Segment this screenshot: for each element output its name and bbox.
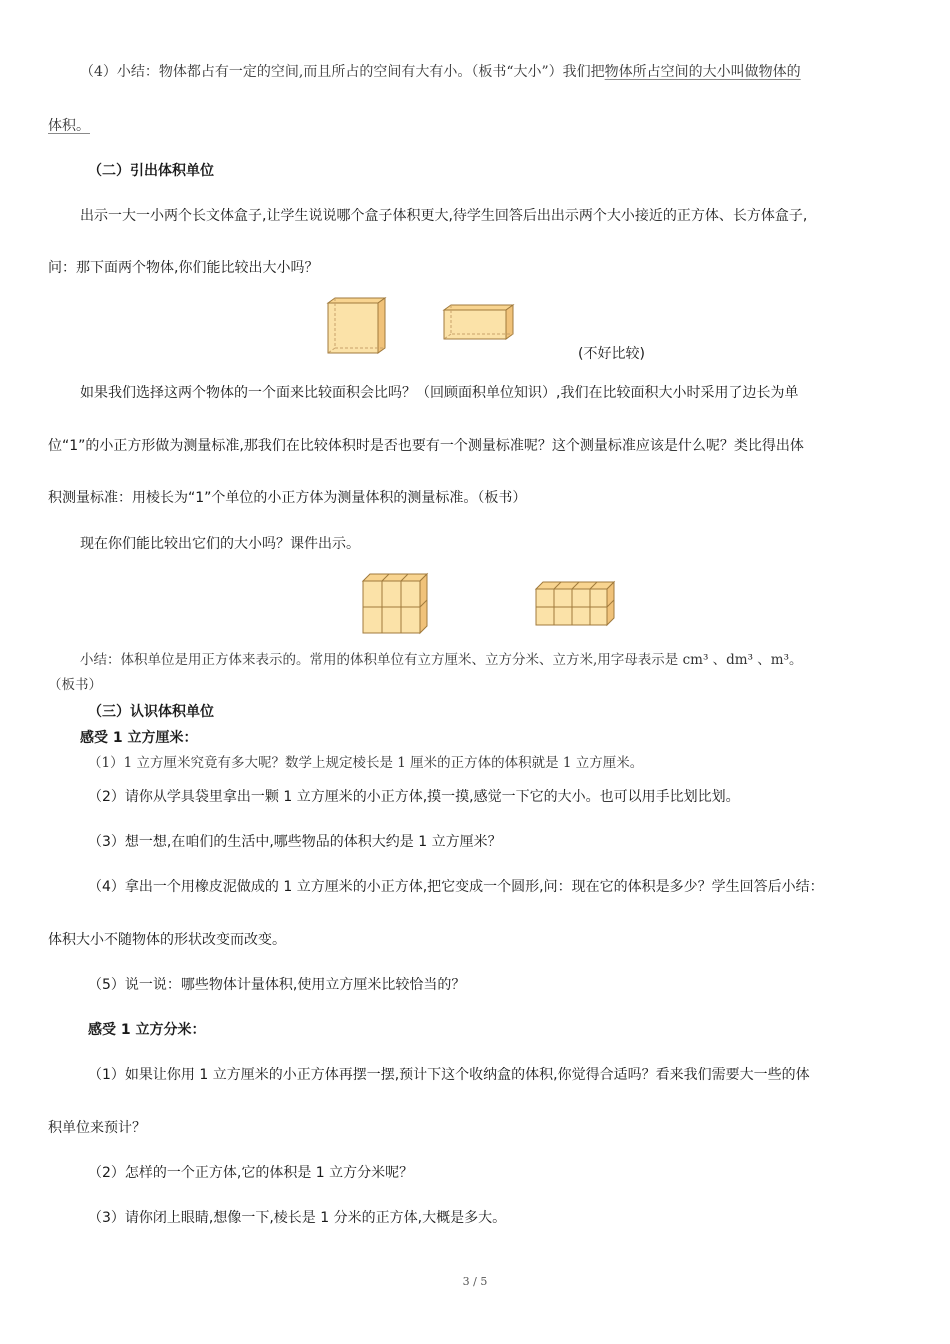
show-boxes-line1: 出示一大一小两个长文体盒子,让学生说说哪个盒子体积更大,待学生回答后出出示两个大小接近的正方体、长方体盒子, bbox=[80, 208, 808, 224]
area-compare-line2: 位“1”的小正方形做为测量标准,那我们在比较体积时是否也要有一个测量标准呢？这个测量标准应该是什么呢？类比得出体 bbox=[48, 438, 804, 454]
area-compare-line1: 如果我们选择这两个物体的一个面来比较面积会比吗？（回顾面积单位知识）,我们在比较面积大小时采用了边长为单 bbox=[80, 385, 799, 401]
cm3-item3: （3）想一想,在咱们的生活中,哪些物品的体积大约是 1 立方厘米？ bbox=[88, 834, 502, 850]
feel-cm3-title: 感受 1 立方厘米： bbox=[80, 730, 198, 746]
figure-cube-cuboid bbox=[325, 296, 525, 356]
dm3-item3: （3）请你闭上眼睛,想像一下,棱长是 1 分米的正方体,大概是多大。 bbox=[88, 1210, 507, 1226]
para4-summary-cont: 体积。 bbox=[48, 118, 90, 134]
dm3-item1-line2: 积单位来预计？ bbox=[48, 1120, 146, 1136]
now-compare: 现在你们能比较出它们的大小吗？课件出示。 bbox=[80, 536, 360, 552]
units-summary-line2: （板书） bbox=[48, 677, 102, 693]
cuboid-shape bbox=[444, 305, 513, 339]
figure-unit-cubes bbox=[360, 571, 620, 637]
dm3-item1-line1: （1）如果让你用 1 立方厘米的小正方体再摆一摆,预计下这个收纳盒的体积,你觉得合适吗？看来我们需要大一些的体 bbox=[88, 1067, 810, 1083]
para4-summary: （4）小结：物体都占有一定的空间,而且所占的空间有大有小。（板书“大小”）我们把物体所占空间的大小叫做物体的 bbox=[80, 64, 801, 80]
area-compare-line3: 积测量标准：用棱长为“1”个单位的小正方体为测量体积的测量标准。（板书） bbox=[48, 490, 527, 506]
dm3-item2: （2）怎样的一个正方体,它的体积是 1 立方分米呢？ bbox=[88, 1165, 414, 1181]
units-summary-line1: 小结：体积单位是用正方体来表示的。常用的体积单位有立方厘米、立方分米、立方米,用字母表示是 cm³ 、dm³ 、m³。 bbox=[80, 652, 803, 668]
cube-shape bbox=[328, 298, 385, 353]
show-boxes-line2: 问：那下面两个物体,你们能比较出大小吗？ bbox=[48, 260, 319, 276]
cuboid-filled-with-units bbox=[536, 582, 614, 625]
cm3-item1: （1）1 立方厘米究竟有多大呢？数学上规定棱长是 1 厘米的正方体的体积就是 1 立方厘米。 bbox=[88, 755, 644, 771]
cube-filled-with-units bbox=[363, 574, 427, 633]
cm3-item5: （5）说一说：哪些物体计量体积,使用立方厘米比较恰当的？ bbox=[88, 977, 466, 993]
section3-title: （三）认识体积单位 bbox=[88, 704, 214, 720]
figure1-caption: (不好比较) bbox=[578, 346, 645, 362]
feel-dm3-title: 感受 1 立方分米： bbox=[88, 1022, 206, 1038]
cm3-item4-line2: 体积大小不随物体的形状改变而改变。 bbox=[48, 932, 286, 948]
page-number: 3 / 5 bbox=[462, 1275, 488, 1288]
volume-definition: 物体所占空间的大小叫做物体的 bbox=[604, 64, 801, 80]
section2-title: （二）引出体积单位 bbox=[88, 163, 214, 179]
cm3-item4-line1: （4）拿出一个用橡皮泥做成的 1 立方厘米的小正方体,把它变成一个圆形,问：现在它的体积是多少？学生回答后小结： bbox=[88, 879, 824, 895]
cm3-item2: （2）请你从学具袋里拿出一颗 1 立方厘米的小正方体,摸一摸,感觉一下它的大小。也可以用手比划比划。 bbox=[88, 789, 740, 805]
